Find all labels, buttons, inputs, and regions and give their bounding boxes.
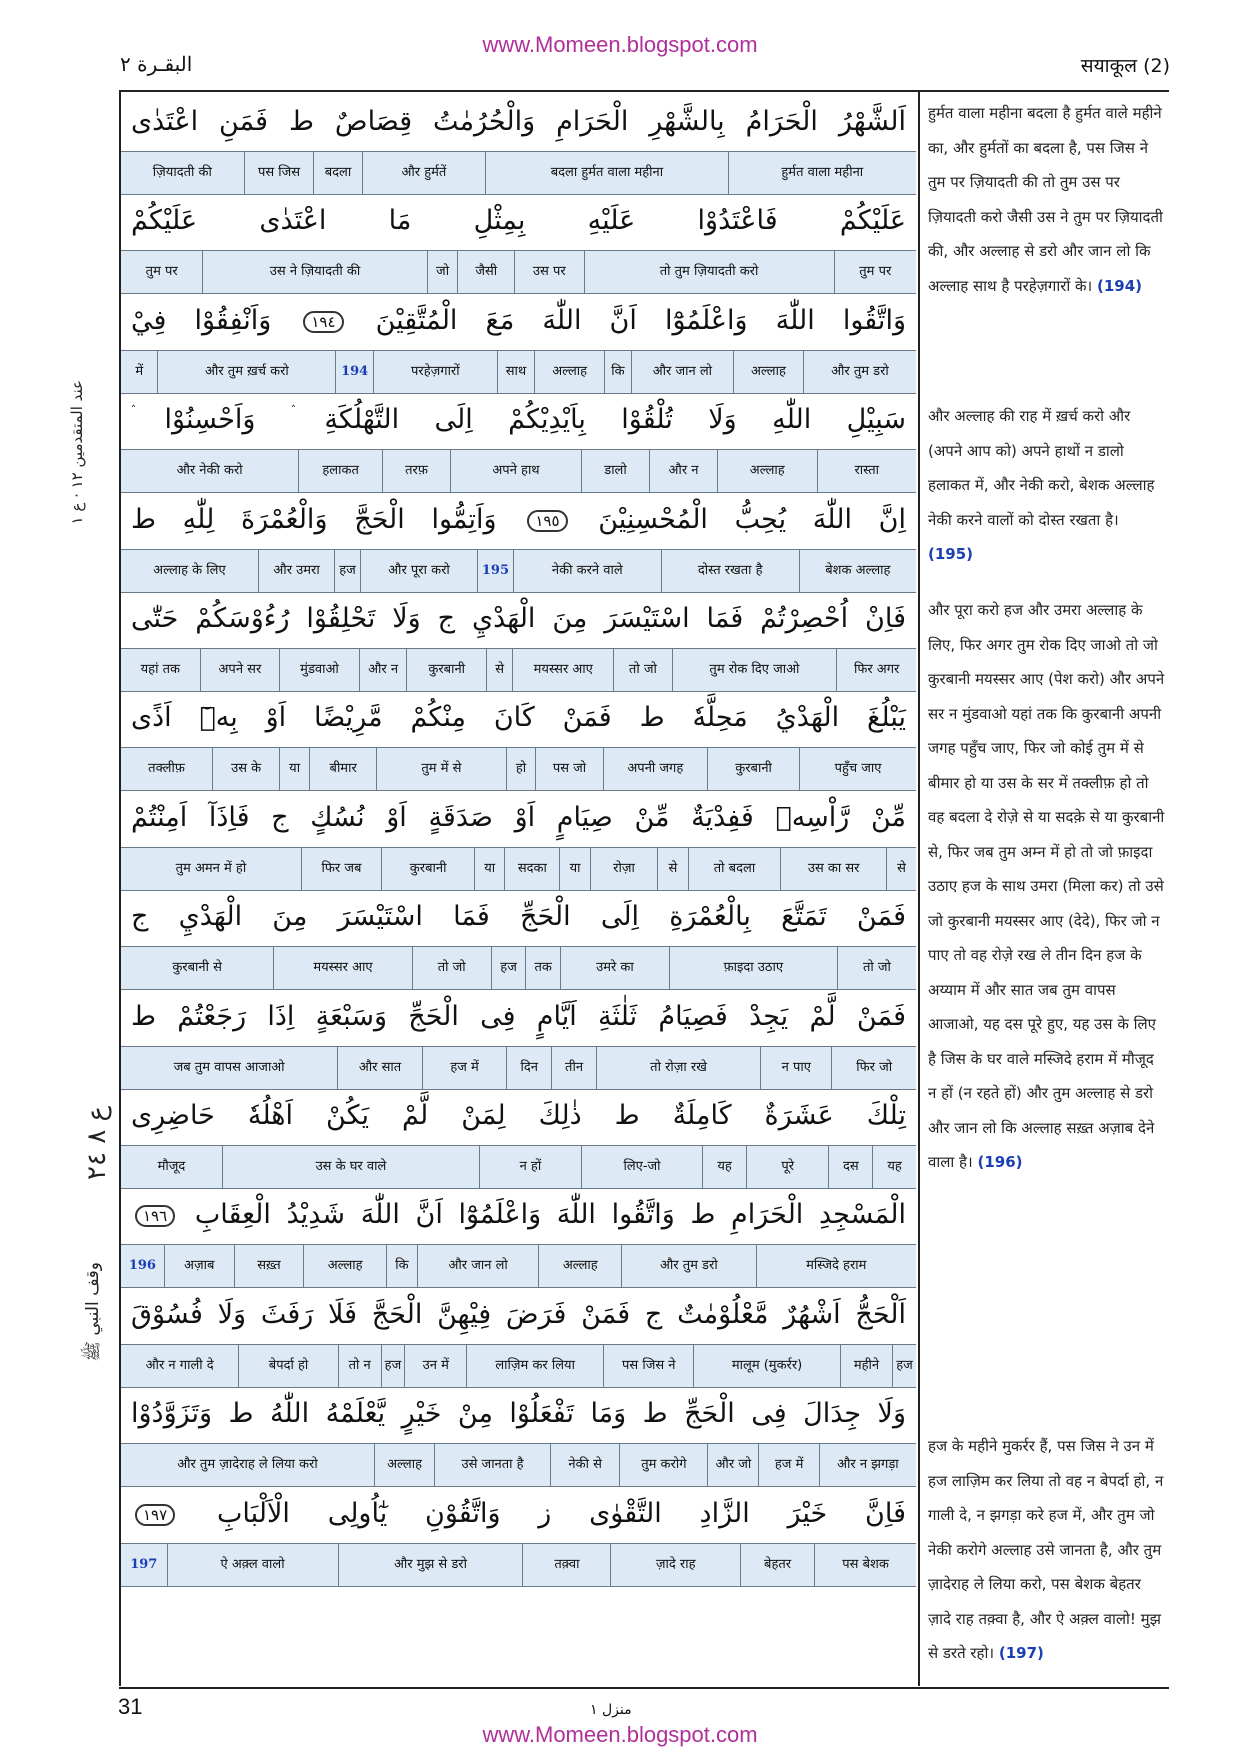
word-meaning-cell: अल्लाह के लिए [153,563,226,578]
word-meaning-cell: अल्लाह [733,351,803,393]
word-meaning-cell: से [657,848,687,890]
translation-paragraph: हज के महीने मुकर्रर हैं, पस जिस ने उन में हज लाज़िम कर लिया तो वह न बेपर्दा हो, न गाली दे, न झगड़ा करे हज में, और तुम जो नेकी करोगे अल्लाह उसे जानता है, और तुम ज़ादेराह ले लिया करो, पस बेशक बेहतर ज़ादे राह तक़्वा है, और ऐ अक़्ल वालो! मुझ से डरते रहो। (197) [928,1437,1164,1662]
site-url-bottom[interactable]: www.Momeen.blogspot.com [482,1722,758,1747]
word-meaning-cell: हज [334,550,359,592]
word-meaning-cell: 194 [335,351,372,393]
word-meaning-cell: या [559,848,589,890]
ayah-number: (195) [928,545,974,563]
word-meaning-cell: या [474,848,504,890]
word-meaning-cell: ज़ादे राह [610,1544,740,1586]
arabic-text: فَمَنْ لَّمْ يَجِدْ فَصِيَامُ ثَلٰثَةِ اَيَّامٍ فِى الْحَجِّ وَسَبْعَةٍ اِذَا رَجَعْتُمْ ط [131,1001,906,1032]
arabic-text: وَاتَّقُوا اللّٰهَ وَاعْلَمُوْٓا اَنَّ اللّٰهَ مَعَ الْمُتَّقِيْنَ [375,305,906,336]
ruku-note: عند المتقدمين ١٢ · ع ١ [68,380,86,525]
ayah-marker: ١٩٥ [527,510,567,532]
word-meaning-cell: उस पर [514,251,583,293]
word-meaning-cell: सदका [504,848,559,890]
translation-paragraph: और पूरा करो हज और उमरा अल्लाह के लिए, फिर अगर तुम रोक दिए जाओ तो जो कुरबानी मयस्सर आए (पेश करो) और अपने सर न मुंडवाओ यहां तक कि कुरबानी अपनी जगह पहुँच जाए, फिर जो कोई तुम में से बीमार हो या उस के सर में तक्लीफ़ हो तो वह बदला दे रोज़े से या सदक़े से या कुरबानी से, फिर जब तुम अम्न में हो तो जो फ़ाइदा उठाए हज के साथ उमरा (मिला कर) तो उसे जो कुरबानी मयस्सर आए (देदे), फिर जो न पाए तो वह रोज़े रख ले तीन दिन हज के अय्याम में और सात जब तुम वापस आजाओ, यह दस पूरे हुए, यह उस के लिए है जिस के घर वाले मस्जिदे हराम में मौजूद न हों (न रहते हों) और तुम अल्लाह से डरो और जान लो कि अल्लाह सख़्त अज़ाब देने वाला है। (196) [928,601,1165,1171]
word-meaning-cell: नेकी से [550,1444,620,1486]
word-meaning-cell: और मुझ से डरो [338,1544,523,1586]
word-meaning-cell: अपने सर [200,649,280,691]
word-meaning-cell: तुम अमन में हो [175,861,247,876]
word-meaning-cell: ज़ियादती की [152,165,212,180]
word-meaning-cell: फिर अगर [836,649,916,691]
arabic-text: يَبْلُغَ الْهَدْيُ مَحِلَّهٗ ط فَمَنْ كَانَ مِنْكُمْ مَّرِيْضًا اَوْ بِهٖٓ اَذًى [131,702,906,733]
word-meaning-cell: दिन [506,1047,551,1089]
word-meaning-cell: में [135,364,144,379]
word-meaning-cell: फिर जब [301,848,381,890]
word-meaning-cell: तुम करोगे [619,1444,707,1486]
word-meaning-cell: बीमार [309,748,376,790]
word-meaning-cell: हज में [758,1444,818,1486]
word-meaning-cell: बेशक अल्लाह [799,550,916,592]
arabic-text: وَاَنْفِقُوْا فِيْ [131,305,272,336]
word-meaning-cell: पस जो [535,748,602,790]
word-meaning-cell: उस के घर वाले [222,1146,479,1188]
word-meaning-cell: तो बदला [688,848,781,890]
word-meaning-cell: और तुम डरो [621,1245,755,1287]
word-meaning-cell: तुम पर [834,251,916,293]
word-meaning-cell: साथ [497,351,534,393]
word-meaning-cell: और उमरा [258,550,335,592]
ayah-marker: ١٩٦ [135,1205,175,1227]
word-meaning-cell: कुरबानी [707,748,799,790]
word-meaning-cell: तो न [338,1345,381,1387]
word-meaning-cell: सख़्त [234,1245,304,1287]
arabic-verse-line [121,491,916,549]
word-meaning-cell: हज [491,947,526,989]
word-meaning-cell: और न [359,649,407,691]
arabic-text: اَلشَّهْرُ الْحَرَامُ بِالشَّهْرِ الْحَرَامِ وَالْحُرُمٰتُ قِصَاصٌ ط فَمَنِ اعْتَدٰى [131,106,906,137]
word-meaning-cell: तरफ़ [382,450,450,492]
word-meaning-cell: हज [892,1345,916,1387]
word-meaning-cell: उस के [212,748,279,790]
word-meaning-row [121,747,916,791]
word-meaning-cell: फिर जो [831,1047,916,1089]
arabic-verse-line [121,689,916,747]
word-meaning-cell: 196 [128,1258,156,1273]
word-meaning-cell: उसे जानता है [434,1444,550,1486]
word-meaning-cell: पूरे [746,1146,829,1188]
word-meaning-row [121,1046,916,1090]
translation-column [928,96,1166,1662]
word-meaning-cell: न हों [479,1146,581,1188]
word-meaning-cell: तो तुम ज़ियादती करो [584,251,834,293]
word-meaning-row [121,350,916,394]
word-meaning-cell: जो [427,251,458,293]
word-meaning-cell: तो जो [837,947,916,989]
word-meaning-cell: अल्लाह [717,450,817,492]
word-meaning-cell: या [279,748,309,790]
page-number: 31 [118,1694,143,1719]
word-meaning-cell: अल्लाह [538,1245,621,1287]
word-meaning-cell: पस जिस [244,152,314,194]
word-meaning-cell: डालो [581,450,649,492]
arabic-verse-line [121,1385,916,1443]
word-meaning-cell: रास्ता [817,450,917,492]
word-meaning-cell: तुम में से [376,748,505,790]
word-meaning-cell: तो जो [412,947,491,989]
word-meaning-cell: अल्लाह [303,1245,386,1287]
word-meaning-cell: हज [381,1345,405,1387]
word-meaning-cell: अपने हाथ [450,450,581,492]
word-meaning-cell: न पाए [760,1047,831,1089]
sipara-title: सयाकूल (2) [1080,55,1170,77]
word-meaning-cell: पस बेशक [814,1544,916,1586]
word-meaning-cell: तो जो [613,649,671,691]
word-meaning-cell: तीन [551,1047,596,1089]
site-url-top[interactable]: www.Momeen.blogspot.com [482,32,758,57]
word-meaning-cell: अल्लाह [534,351,604,393]
word-meaning-cell: और तुम डरो [803,351,916,393]
word-meaning-cell: और न [649,450,717,492]
word-meaning-cell: मयस्सर आए [273,947,411,989]
word-meaning-cell: लाज़िम कर लिया [466,1345,603,1387]
word-meaning-cell: पहुँच जाए [799,748,916,790]
arabic-verse-line [121,1485,916,1543]
arabic-verse-line [121,192,916,250]
word-meaning-row [121,847,916,891]
arabic-text: وَلَا جِدَالَ فِى الْحَجِّ ط وَمَا تَفْعَلُوْا مِنْ خَيْرٍ يَّعْلَمْهُ اللّٰهُ ط وَتَزَوَّدُوْا [131,1398,906,1429]
word-meaning-cell: कि [604,351,631,393]
word-meaning-row [121,250,916,294]
arabic-text: مِّنْ رَّاْسِهٖ فَفِدْيَةٌ مِّنْ صِيَامٍ اَوْ صَدَقَةٍ اَوْ نُسُكٍ ج فَاِذَآ اَمِنْتُمْ [131,802,906,833]
surah-title: البقـرة ٢ [120,52,193,76]
word-meaning-cell: हलाकत [298,450,382,492]
word-meaning-cell: मस्जिदे हराम [756,1245,916,1287]
arabic-text: وَاَتِمُّوا الْحَجَّ وَالْعُمْرَةَ لِلّٰهِ ط [131,504,497,535]
arabic-text: فَاِنَّ خَيْرَ الزَّادِ التَّقْوٰى ز وَاتَّقُوْنِ يٰٓاُولِى الْاَلْبَابِ [216,1498,906,1529]
word-meaning-cell: बदला [313,152,361,194]
waqf-mark: وقف النبي ﷺ [83,1262,103,1362]
word-meaning-cell: और तुम ख़र्च करो [157,351,335,393]
word-meaning-cell: तक [525,947,560,989]
word-meaning-cell: और हुर्मतें [362,152,486,194]
arabic-verse-line [121,888,916,946]
word-meaning-cell: उमरे का [560,947,669,989]
arabic-verse-line [121,292,916,350]
word-meaning-cell: उस ने ज़ियादती की [202,251,426,293]
arabic-text: تِلْكَ عَشَرَةٌ كَامِلَةٌ ط ذٰلِكَ لِمَنْ لَّمْ يَكُنْ اَهْلُهٗ حَاضِرِى [131,1100,906,1131]
word-meaning-cell: तुम पर [145,264,178,279]
word-meaning-cell: लिए-जो [581,1146,702,1188]
word-meaning-cell: और पूरा करो [360,550,477,592]
arabic-text: اِنَّ اللّٰهَ يُحِبُّ الْمُحْسِنِيْنَ [598,504,906,535]
word-meaning-cell: दस [828,1146,872,1188]
translation-paragraph: हुर्मत वाला महीना बदला है हुर्मत वाले महीने का, और हुर्मतों का बदला है, पस जिस ने तुम पर ज़ियादती की तो तुम उस पर ज़ियादती करो जैसी उस ने तुम पर ज़ियादती की, और अल्लाह से डरो और जान लो कि अल्लाह साथ है परहेज़गारों के। (194) [928,104,1163,295]
word-meaning-row [121,151,916,195]
word-meaning-cell: और सात [337,1047,422,1089]
word-meaning-row [121,946,916,990]
arabic-verse-line [121,1087,916,1145]
arabic-verse-line [121,590,916,648]
word-meaning-row [121,1145,916,1189]
arabic-verse-line [121,789,916,847]
ruku-mark: ع ٨ ٢٤ [82,1106,112,1180]
word-meaning-cell: और जान लो [631,351,733,393]
word-meaning-cell: फ़ाइदा उठाए [669,947,837,989]
ayah-marker: ١٩٧ [135,1504,175,1526]
word-meaning-cell: यह [702,1146,746,1188]
word-meaning-row [121,648,916,692]
word-meaning-row [121,549,916,593]
ayah-marker: ١٩٤ [303,311,343,333]
word-meaning-cell: से [886,848,916,890]
word-meaning-cell: परहेज़गारों [373,351,497,393]
word-meaning-cell: अज़ाब [164,1245,234,1287]
word-meaning-cell: तो रोज़ा रखे [596,1047,760,1089]
word-meaning-cell: और जो [707,1444,758,1486]
word-meaning-cell: उन में [404,1345,466,1387]
arabic-text: الْمَسْجِدِ الْحَرَامِ ط وَاتَّقُوا اللّٰهَ وَاعْلَمُوْٓا اَنَّ اللّٰهَ شَدِيْدُ الْعِقَابِ [194,1199,906,1230]
ayah-number: (197) [998,1644,1044,1662]
word-meaning-row [121,1443,916,1487]
word-meaning-cell: से [486,649,512,691]
word-meaning-cell: और न झगड़ा [819,1444,916,1486]
word-meaning-cell: तक़्वा [522,1544,610,1586]
word-meaning-cell: यहां तक [140,662,180,677]
word-meaning-cell: बेपर्दा हो [238,1345,337,1387]
word-meaning-cell: महीने [840,1345,892,1387]
arabic-text: سَبِيْلِ اللّٰهِ وَلَا تُلْقُوْا بِاَيْدِيْكُمْ اِلَى التَّهْلُكَةِ ۛ وَاَحْسِنُوْا ۛ [131,404,906,435]
word-meaning-cell: ऐ अक़्ल वालो [167,1544,338,1586]
word-meaning-row [121,449,916,493]
word-meaning-cell: नेकी करने वाले [513,550,661,592]
word-meaning-cell: अपनी जगह [603,748,707,790]
word-meaning-cell: यह [872,1146,916,1188]
word-meaning-cell: कुरबानी [381,848,474,890]
word-meaning-row [121,1543,916,1587]
word-meaning-cell: उस का सर [780,848,885,890]
word-meaning-cell: रोज़ा [590,848,658,890]
word-meaning-cell: बेहतर [740,1544,814,1586]
word-meaning-cell: मयस्सर आए [512,649,613,691]
word-meaning-cell: कुरबानी [406,649,486,691]
word-meaning-cell: मालूम (मुकर्रर) [693,1345,840,1387]
word-meaning-cell: तक्लीफ़ [148,761,185,776]
word-meaning-row [121,1244,916,1288]
word-meaning-cell: मौजूद [157,1159,186,1174]
word-meaning-row [121,1344,916,1388]
word-meaning-cell: और तुम ज़ादेराह ले लिया करो [177,1457,318,1472]
ayah-number: (194) [1096,276,1143,295]
word-meaning-cell: कि [386,1245,417,1287]
word-meaning-cell: दोस्त रखता है [661,550,799,592]
word-meaning-cell: मुंडवाओ [279,649,359,691]
word-meaning-cell: और जान लो [417,1245,539,1287]
arabic-text: فَمَنْ تَمَتَّعَ بِالْعُمْرَةِ اِلَى الْحَجِّ فَمَا اسْتَيْسَرَ مِنَ الْهَدْيِ ج [131,901,906,932]
word-meaning-cell: जैसी [457,251,514,293]
word-meaning-cell: पस जिस ने [603,1345,693,1387]
arabic-verse-line [121,1286,916,1344]
word-meaning-cell: हुर्मत वाला महीना [728,152,916,194]
arabic-verse-line [121,93,916,151]
word-meaning-cell: बदला हुर्मत वाला महीना [485,152,727,194]
word-meaning-cell: 195 [477,550,513,592]
arabic-text: عَلَيْكُمْ فَاعْتَدُوْا عَلَيْهِ بِمِثْلِ مَا اعْتَدٰى عَلَيْكُمْ [131,205,906,236]
manzil-label: منزل ١ [590,1702,632,1718]
word-meaning-cell: जब तुम वापस आजाओ [173,1060,285,1075]
translation-paragraph: और अल्लाह की राह में ख़र्च करो और (अपने आप को) अपने हाथों न डालो हलाकत में, और नेकी करो, बेशक अल्लाह नेकी करने वालों को दोस्त रखता है। (195) [928,407,1155,563]
arabic-text: فَاِنْ اُحْصِرْتُمْ فَمَا اسْتَيْسَرَ مِنَ الْهَدْيِ ج وَلَا تَحْلِقُوْا رُءُوْسَكُمْ حَتّٰى [131,603,906,634]
word-meaning-cell: और नेकी करो [176,463,243,478]
word-meaning-cell: 197 [130,1557,158,1572]
word-meaning-cell: कुरबानी से [172,960,222,975]
word-meaning-cell: हो [506,748,536,790]
ayah-number: (196) [977,1153,1023,1171]
arabic-text: اَلْحَجُّ اَشْهُرٌ مَّعْلُوْمٰتٌ ج فَمَنْ فَرَضَ فِيْهِنَّ الْحَجَّ فَلَا رَفَثَ وَلَا فُسُوْقَ [131,1299,906,1330]
word-meaning-cell: और न गाली दे [145,1358,214,1373]
arabic-verse-line [121,988,916,1046]
word-meaning-cell: अल्लाह [374,1444,434,1486]
word-meaning-cell: हज में [422,1047,507,1089]
arabic-verse-line [121,1186,916,1244]
word-meaning-cell: तुम रोक दिए जाओ [672,649,837,691]
arabic-verse-line [121,391,916,449]
